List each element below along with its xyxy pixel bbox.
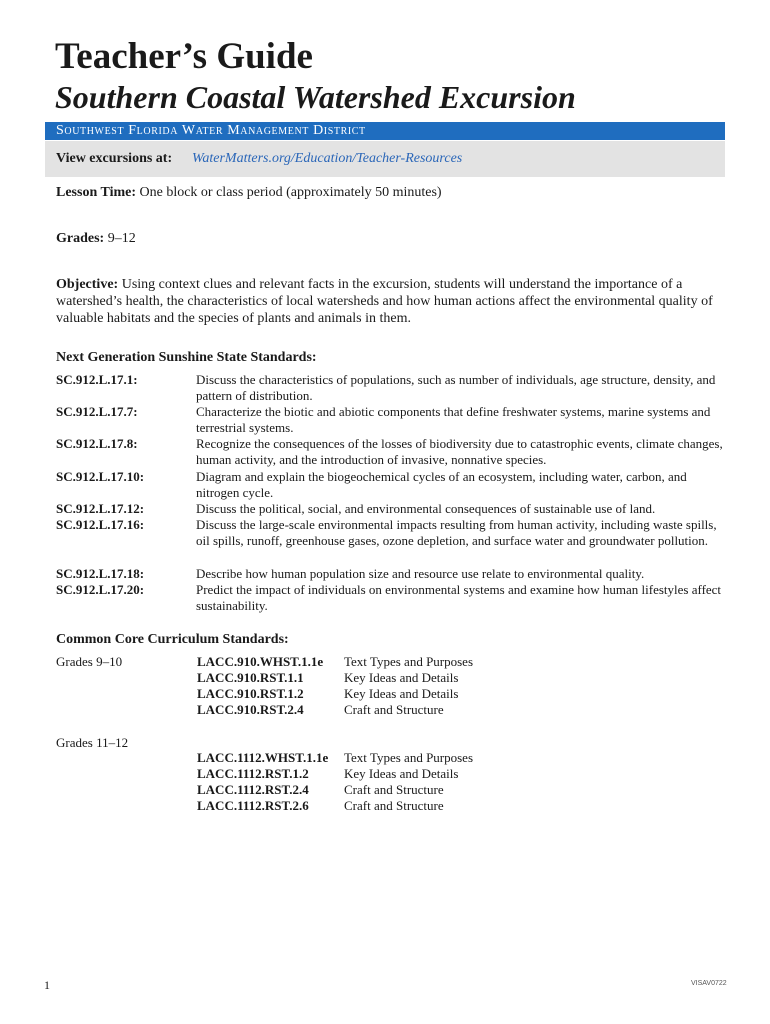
- district-name: Southwest Florida Water Management District: [56, 123, 366, 138]
- ngsss-heading: Next Generation Sunshine State Standards:: [56, 350, 317, 365]
- grades: [56, 230, 726, 247]
- view-excursions-bar: [45, 141, 725, 177]
- common-core-heading: Common Core Curriculum Standards:: [56, 632, 289, 647]
- standard-description: Describe how human population size and resource use relate to environmental quality.: [196, 566, 645, 581]
- standard-code: SC.912.L.17.10:: [56, 469, 145, 484]
- curriculum-code: LACC.910.RST.1.2: [197, 686, 304, 701]
- standard-code: SC.912.L.17.18:: [56, 566, 145, 581]
- curriculum-topic: Craft and Structure: [344, 702, 444, 717]
- standard-description: Predict the impact of individuals on environmental systems and examine how human lifestyles affect sustainability.: [196, 582, 722, 614]
- standard-code: SC.912.L.17.1:: [56, 372, 138, 387]
- district-banner: [45, 122, 725, 140]
- page-subtitle: Southern Coastal Watershed Excursion: [55, 79, 576, 115]
- view-excursions-link[interactable]: WaterMatters.org/Education/Teacher-Resources: [192, 151, 463, 166]
- grade-group-label: Grades 9–10: [56, 654, 123, 669]
- curriculum-topic: Key Ideas and Details: [344, 686, 459, 701]
- page-title: Teacher’s Guide: [55, 36, 313, 77]
- standard-code: SC.912.L.17.7:: [56, 404, 138, 419]
- standard-description: Characterize the biotic and abiotic components that define freshwater systems, marine systems and terrestrial systems.: [196, 404, 711, 436]
- grades-label: Grades:: [56, 231, 105, 246]
- curriculum-code: LACC.910.RST.1.1: [197, 670, 304, 685]
- standard-description: Diagram and explain the biogeochemical cycles of an ecosystem, including water, carbon, and nitrogen cycle.: [196, 469, 687, 501]
- curriculum-topic: Craft and Structure: [344, 798, 444, 813]
- curriculum-topic: Key Ideas and Details: [344, 670, 459, 685]
- curriculum-code: LACC.1112.WHST.1.1e: [197, 750, 329, 765]
- curriculum-code: LACC.1112.RST.2.4: [197, 782, 309, 797]
- view-excursions-label: View excursions at:: [56, 151, 173, 166]
- standard-description: Discuss the large-scale environmental impacts resulting from human activity, including waste spills, oil spills, runoff, greenhouse gases, ozone depletion, and surface water and groundwater pollution.: [196, 517, 717, 549]
- lesson-time: [56, 184, 726, 201]
- objective-label: Objective:: [56, 277, 119, 292]
- curriculum-code: LACC.910.RST.2.4: [197, 702, 304, 717]
- curriculum-topic: Text Types and Purposes: [344, 750, 474, 765]
- standard-code: SC.912.L.17.16:: [56, 517, 145, 532]
- curriculum-topic: Key Ideas and Details: [344, 766, 459, 781]
- standard-code: SC.912.L.17.8:: [56, 436, 138, 451]
- grade-group-label: Grades 11–12: [56, 735, 129, 750]
- grades-value: 9–12: [107, 231, 136, 246]
- standard-code: SC.912.L.17.12:: [56, 501, 145, 516]
- curriculum-code: LACC.1112.RST.1.2: [197, 766, 309, 781]
- curriculum-code: LACC.1112.RST.2.6: [197, 798, 309, 813]
- objective: [56, 276, 726, 327]
- curriculum-topic: Craft and Structure: [344, 782, 444, 797]
- standard-description: Discuss the characteristics of populations, such as number of individuals, age structure, density, and pattern of distribution.: [196, 372, 716, 404]
- standard-description: Recognize the consequences of the losses of biodiversity due to catastrophic events, climate changes, human activity, and the introduction of invasive, nonnative species.: [196, 436, 723, 468]
- page-number: 1: [44, 978, 50, 992]
- document-code: VISAV0722: [691, 980, 727, 987]
- standard-code: SC.912.L.17.20:: [56, 582, 145, 597]
- curriculum-code: LACC.910.WHST.1.1e: [197, 654, 324, 669]
- curriculum-topic: Text Types and Purposes: [344, 654, 474, 669]
- lesson-time-value: One block or class period (approximately 50 minutes): [139, 185, 442, 200]
- objective-text: Using context clues and relevant facts in the excursion, students will understand the importance of a watershed’s health, the characteristics of local watersheds and how human actions affect the environmental quality of valuable habitats and the species of plants and animals in them.: [56, 277, 713, 326]
- standard-description: Discuss the political, social, and environmental consequences of sustainable use of land.: [196, 501, 656, 516]
- lesson-time-label: Lesson Time:: [56, 185, 136, 200]
